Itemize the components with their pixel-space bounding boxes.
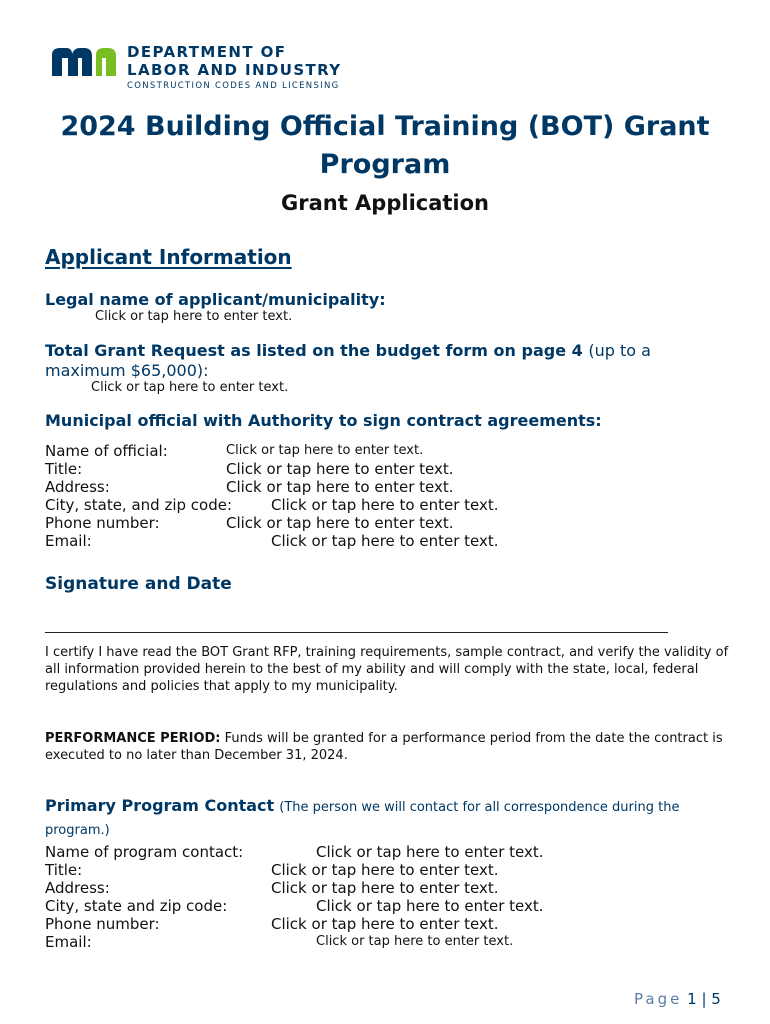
signature-line[interactable] [45, 632, 668, 633]
primary-contact-note: (The person we will contact for all correspondence during the program.) [45, 800, 680, 838]
contact-city-row [45, 897, 544, 915]
contact-address-row [45, 879, 499, 897]
contact-phone-row [45, 915, 499, 933]
logo-line-construction: CONSTRUCTION CODES AND LICENSING [127, 81, 340, 91]
legal-name-label: Legal name of applicant/municipality: [45, 290, 386, 309]
contact-email-field[interactable]: Click or tap here to enter text. [316, 934, 514, 949]
contact-email-label: Email: [45, 933, 92, 951]
official-phone-row [45, 514, 454, 532]
page-total: 5 [711, 990, 721, 1008]
performance-period-label: PERFORMANCE PERIOD: [45, 731, 221, 746]
signature-heading: Signature and Date [45, 574, 232, 594]
legal-name-field[interactable]: Click or tap here to enter text. [95, 309, 293, 324]
applicant-information-heading: Applicant Information [45, 245, 292, 269]
official-phone-field[interactable]: Click or tap here to enter text. [226, 514, 454, 532]
official-address-field[interactable]: Click or tap here to enter text. [226, 478, 454, 496]
contact-title-row [45, 861, 499, 879]
page-number: 1 [687, 990, 697, 1008]
official-title-label: Title: [45, 460, 83, 478]
contact-address-label: Address: [45, 879, 110, 897]
page-separator: | [701, 990, 707, 1008]
contact-phone-field[interactable]: Click or tap here to enter text. [271, 915, 499, 933]
official-name-row [45, 442, 424, 460]
official-address-row [45, 478, 454, 496]
logo-line-labor-industry: LABOR AND INDUSTRY [127, 61, 342, 79]
total-request-field[interactable]: Click or tap here to enter text. [91, 380, 289, 395]
official-city-label: City, state, and zip code: [45, 496, 233, 514]
official-name-label: Name of official: [45, 442, 168, 460]
municipal-official-heading: Municipal official with Authority to sign contract agreements: [45, 411, 602, 430]
contact-title-label: Title: [45, 861, 83, 879]
official-email-row [45, 532, 499, 550]
page-word: Page [634, 990, 683, 1008]
certification-text: I certify I have read the BOT Grant RFP, training requirements, sample contract, and verify the validity of all information provided herein to the best of my ability and will comply with the state, local, federal regulations and policies that apply to my municipality. [45, 645, 729, 694]
primary-contact-title: Primary Program Contact [45, 796, 275, 815]
contact-city-label: City, state and zip code: [45, 897, 228, 915]
performance-period-text: Funds will be granted for a performance period from the date the contract is executed to no later than December 31, 2024. [45, 731, 723, 763]
total-request-label [45, 341, 735, 381]
official-city-field[interactable]: Click or tap here to enter text. [271, 496, 499, 514]
official-email-field[interactable]: Click or tap here to enter text. [271, 532, 499, 550]
contact-name-label: Name of program contact: [45, 843, 244, 861]
contact-title-field[interactable]: Click or tap here to enter text. [271, 861, 499, 879]
page-subtitle: Grant Application [280, 191, 489, 215]
total-request-text: Total Grant Request as listed on the budget form on page 4 [45, 341, 583, 360]
official-email-label: Email: [45, 532, 92, 550]
official-city-row [45, 496, 499, 514]
mn-logo-icon [50, 46, 118, 76]
contact-name-field[interactable]: Click or tap here to enter text. [316, 843, 544, 861]
official-title-field[interactable]: Click or tap here to enter text. [226, 460, 454, 478]
contact-email-row [45, 933, 514, 951]
official-title-row [45, 460, 454, 478]
contact-name-row [45, 843, 544, 861]
primary-contact-heading [45, 795, 735, 841]
performance-period [45, 730, 735, 764]
official-address-label: Address: [45, 478, 110, 496]
contact-address-field[interactable]: Click or tap here to enter text. [271, 879, 499, 897]
total-request-max: (up to a maximum $65,000): [45, 341, 651, 380]
official-phone-label: Phone number: [45, 514, 160, 532]
logo-line-department: DEPARTMENT OF [127, 43, 287, 61]
page-title: 2024 Building Official Training (BOT) Grant Program [60, 111, 710, 180]
contact-phone-label: Phone number: [45, 915, 160, 933]
page-footer [634, 990, 721, 1008]
official-name-field[interactable]: Click or tap here to enter text. [226, 443, 424, 458]
department-logo [50, 44, 370, 94]
contact-city-field[interactable]: Click or tap here to enter text. [316, 897, 544, 915]
